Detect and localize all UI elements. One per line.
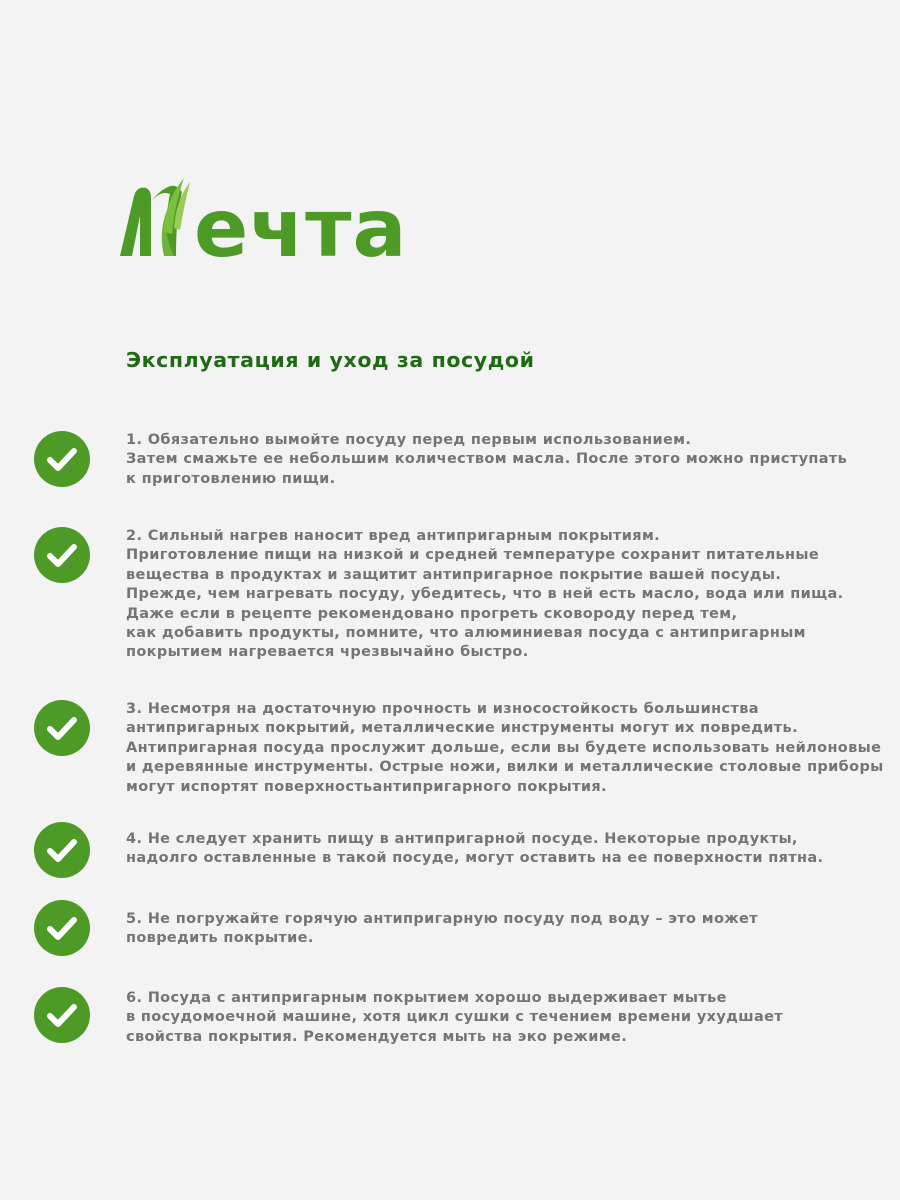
logo-graphic [118,172,438,264]
check-icon [34,700,90,756]
list-item-text: 4. Не следует хранить пищу в антипригарной посуде. Некоторые продукты, надолго оставленные в такой посуде, могут оставить на ее поверхности пятна. [126,831,824,867]
check-icon [34,822,90,878]
list-item-text: 5. Не погружайте горячую антипригарную посуду под воду – это может повредить покрытие. [126,911,758,947]
list-item-text: 3. Несмотря на достаточную прочность и износостойкость большинства антипригарных покрытий, металлические инструменты могут их повредить. Антипригарная посуда прослужит дольше, если вы будете использовать нейлоновые и деревянные инструменты. Острые ножи, вилки и металлические столовые приборы могут испортят поверхностьантипригарного покрытия. [126,701,884,795]
check-icon [34,987,90,1043]
page-title: Эксплуатация и уход за посудой [126,348,535,372]
brand-logo [118,172,438,264]
check-icon [34,527,90,583]
check-icon [34,431,90,487]
list-item-text: 6. Посуда с антипригарным покрытием хорошо выдерживает мытье в посудомоечной машине, хотя цикл сушки с течением времени ухудшает свойства покрытия. Рекомендуется мыть на эко режиме. [126,990,784,1045]
logo-text: ечта [194,182,408,264]
list-item-text: 2. Сильный нагрев наносит вред антипригарным покрытиям. Приготовление пищи на низкой и средней температуре сохранит питательные вещества в продуктах и защитит антипригарное покрытие вашей посуды. Прежде, чем нагревать посуду, убедитесь, что в ней есть масло, вода или пища. Даже если в рецепте рекомендовано прогреть сковороду перед тем, как добавить продукты, помните, что алюминиевая посуда с антипригарным покрытием нагревается чрезвычайно быстро. [126,528,844,661]
list-item-text: 1. Обязательно вымойте посуду перед первым использованием. Затем смажьте ее небольшим количеством масла. После этого можно приступать к приготовлению пищи. [126,432,848,487]
check-icon [34,900,90,956]
